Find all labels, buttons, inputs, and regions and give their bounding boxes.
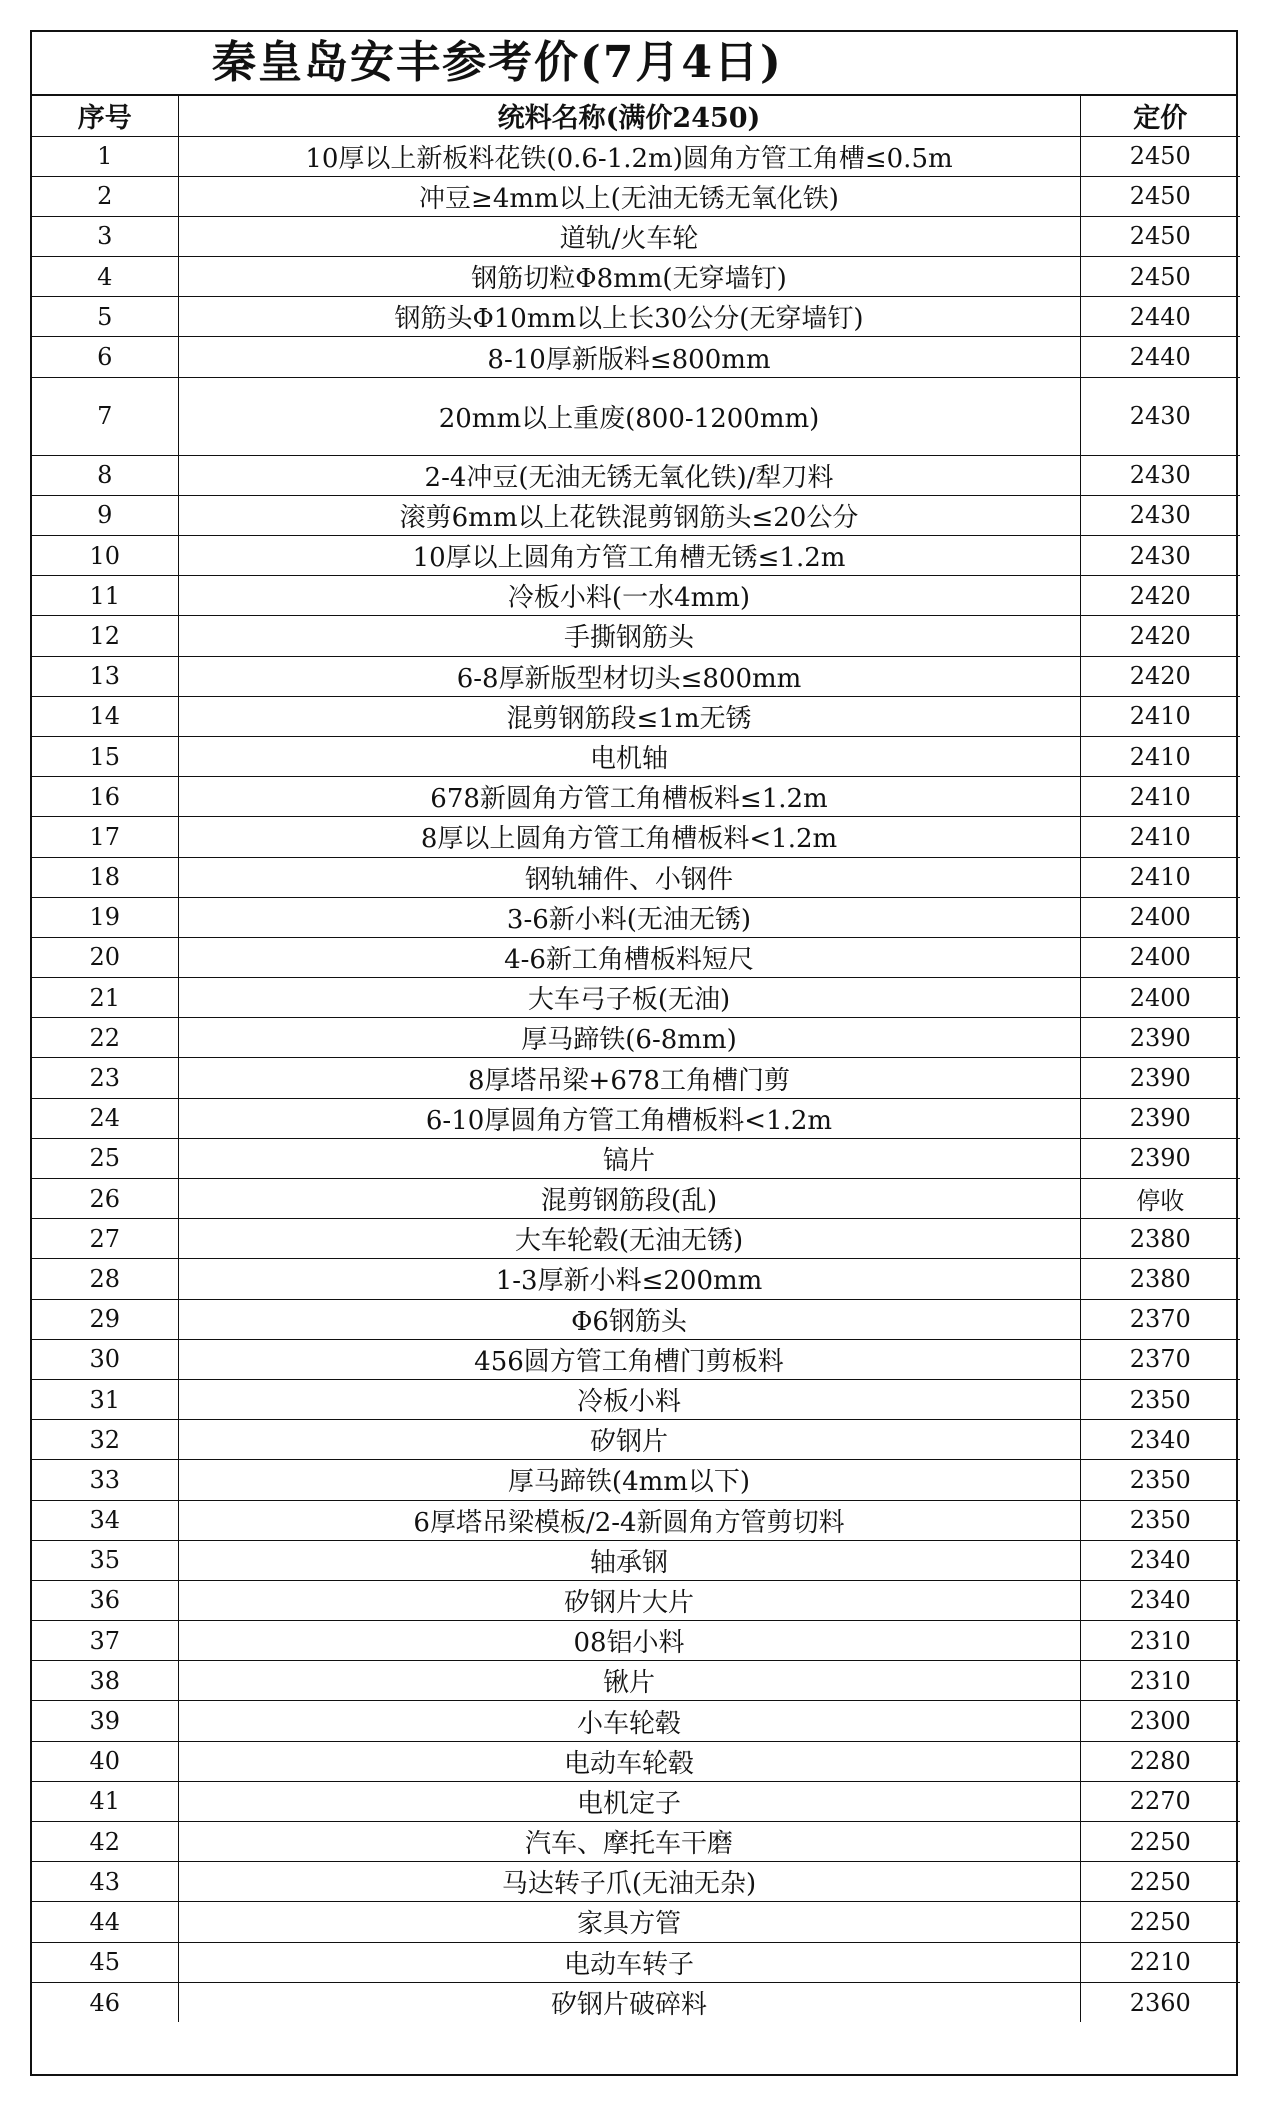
table-row [32,978,1240,1018]
price-value: 2420 [1080,656,1240,696]
table-row [32,176,1240,216]
row-number: 23 [32,1058,178,1098]
price-value: 2350 [1080,1500,1240,1540]
table-row [32,495,1240,535]
price-value: 2400 [1080,978,1240,1018]
table-row [32,1219,1240,1259]
price-value: 2340 [1080,1540,1240,1580]
row-number: 34 [32,1500,178,1540]
price-value: 2410 [1080,777,1240,817]
price-value: 2310 [1080,1621,1240,1661]
table-row [32,1701,1240,1741]
price-value: 2370 [1080,1339,1240,1379]
table-row [32,937,1240,977]
row-number: 45 [32,1942,178,1982]
price-value: 2390 [1080,1098,1240,1138]
material-name: 矽钢片 [178,1420,1080,1460]
table-row [32,1862,1240,1902]
price-value: 2450 [1080,216,1240,256]
table-row [32,1339,1240,1379]
material-name: 10厚以上圆角方管工角槽无锈≤1.2m [178,536,1080,576]
material-name: 钢筋切粒Φ8mm(无穿墙钉) [178,257,1080,297]
material-name: 10厚以上新板料花铁(0.6-1.2m)圆角方管工角槽≤0.5m [178,136,1080,176]
price-value: 2310 [1080,1661,1240,1701]
header-price: 定价 [1080,96,1240,136]
material-name: 钢筋头Φ10mm以上长30公分(无穿墙钉) [178,297,1080,337]
material-name: Φ6钢筋头 [178,1299,1080,1339]
row-number: 21 [32,978,178,1018]
price-value: 2450 [1080,176,1240,216]
price-value: 2440 [1080,337,1240,377]
table-row [32,696,1240,736]
price-value: 2250 [1080,1862,1240,1902]
material-name: 大车轮毂(无油无锈) [178,1219,1080,1259]
row-number: 22 [32,1018,178,1058]
material-name: 手撕钢筋头 [178,616,1080,656]
table-row [32,1138,1240,1178]
header-row [32,96,1240,136]
table-row [32,1741,1240,1781]
row-number: 15 [32,736,178,776]
price-value: 2430 [1080,536,1240,576]
price-value: 2250 [1080,1822,1240,1862]
price-value: 2410 [1080,736,1240,776]
table-row [32,1379,1240,1419]
price-value: 2380 [1080,1219,1240,1259]
row-number: 27 [32,1219,178,1259]
table-row [32,455,1240,495]
price-value: 2380 [1080,1259,1240,1299]
material-name: 厚马蹄铁(4mm以下) [178,1460,1080,1500]
price-table [32,96,1240,2022]
table-row [32,1902,1240,1942]
price-value: 2450 [1080,136,1240,176]
row-number: 6 [32,337,178,377]
price-value: 2450 [1080,257,1240,297]
table-row [32,736,1240,776]
row-number: 32 [32,1420,178,1460]
row-number: 36 [32,1580,178,1620]
row-number: 10 [32,536,178,576]
material-name: 电机轴 [178,736,1080,776]
price-value: 2410 [1080,817,1240,857]
header-name: 统料名称(满价2450) [178,96,1080,136]
row-number: 37 [32,1621,178,1661]
row-number: 46 [32,1982,178,2022]
material-name: 冲豆≥4mm以上(无油无锈无氧化铁) [178,176,1080,216]
table-row [32,817,1240,857]
row-number: 39 [32,1701,178,1741]
row-number: 35 [32,1540,178,1580]
material-name: 456圆方管工角槽门剪板料 [178,1339,1080,1379]
table-body [32,136,1240,2022]
price-value: 2430 [1080,377,1240,455]
row-number: 14 [32,696,178,736]
table-row [32,1420,1240,1460]
table-row [32,1822,1240,1862]
price-value: 2360 [1080,1982,1240,2022]
table-row [32,1098,1240,1138]
price-value: 2410 [1080,696,1240,736]
row-number: 13 [32,656,178,696]
table-row [32,297,1240,337]
price-value: 2390 [1080,1018,1240,1058]
material-name: 钢轨辅件、小钢件 [178,857,1080,897]
material-name: 08铝小料 [178,1621,1080,1661]
material-name: 镐片 [178,1138,1080,1178]
table-row [32,1259,1240,1299]
price-value: 2340 [1080,1580,1240,1620]
row-number: 5 [32,297,178,337]
row-number: 44 [32,1902,178,1942]
price-value: 2410 [1080,857,1240,897]
row-number: 11 [32,576,178,616]
table-row [32,216,1240,256]
price-value: 2270 [1080,1781,1240,1821]
table-row [32,136,1240,176]
price-value: 2430 [1080,455,1240,495]
row-number: 9 [32,495,178,535]
table-row [32,1942,1240,1982]
title-row [32,32,1236,96]
table-row [32,1781,1240,1821]
row-number: 40 [32,1741,178,1781]
row-number: 12 [32,616,178,656]
price-value: 2300 [1080,1701,1240,1741]
table-row [32,377,1240,455]
row-number: 26 [32,1179,178,1219]
row-number: 25 [32,1138,178,1178]
row-number: 8 [32,455,178,495]
material-name: 锹片 [178,1661,1080,1701]
material-name: 6-10厚圆角方管工角槽板料<1.2m [178,1098,1080,1138]
table-row [32,536,1240,576]
price-value: 2370 [1080,1299,1240,1339]
material-name: 冷板小料(一水4mm) [178,576,1080,616]
price-value: 停收 [1080,1179,1240,1219]
material-name: 8厚以上圆角方管工角槽板料<1.2m [178,817,1080,857]
material-name: 混剪钢筋段≤1m无锈 [178,696,1080,736]
row-number: 2 [32,176,178,216]
header-no: 序号 [32,96,178,136]
row-number: 38 [32,1661,178,1701]
material-name: 矽钢片大片 [178,1580,1080,1620]
table-row [32,257,1240,297]
material-name: 家具方管 [178,1902,1080,1942]
page-title: 秦皇岛安丰参考价(7月4日) [212,37,783,88]
table-row [32,1018,1240,1058]
row-number: 1 [32,136,178,176]
row-number: 29 [32,1299,178,1339]
price-value: 2250 [1080,1902,1240,1942]
row-number: 7 [32,377,178,455]
material-name: 1-3厚新小料≤200mm [178,1259,1080,1299]
price-sheet [30,30,1238,2076]
row-number: 31 [32,1379,178,1419]
material-name: 混剪钢筋段(乱) [178,1179,1080,1219]
price-value: 2400 [1080,897,1240,937]
row-number: 3 [32,216,178,256]
material-name: 电动车轮毂 [178,1741,1080,1781]
price-value: 2350 [1080,1379,1240,1419]
table-row [32,1580,1240,1620]
price-value: 2350 [1080,1460,1240,1500]
row-number: 33 [32,1460,178,1500]
table-row [32,616,1240,656]
material-name: 2-4冲豆(无油无锈无氧化铁)/犁刀料 [178,455,1080,495]
material-name: 电机定子 [178,1781,1080,1821]
price-value: 2420 [1080,616,1240,656]
material-name: 678新圆角方管工角槽板料≤1.2m [178,777,1080,817]
material-name: 大车弓子板(无油) [178,978,1080,1018]
table-row [32,1661,1240,1701]
material-name: 小车轮毂 [178,1701,1080,1741]
price-value: 2400 [1080,937,1240,977]
row-number: 20 [32,937,178,977]
table-row [32,1460,1240,1500]
table-row [32,337,1240,377]
row-number: 16 [32,777,178,817]
table-row [32,1540,1240,1580]
material-name: 马达转子爪(无油无杂) [178,1862,1080,1902]
material-name: 滚剪6mm以上花铁混剪钢筋头≤20公分 [178,495,1080,535]
material-name: 汽车、摩托车干磨 [178,1822,1080,1862]
material-name: 冷板小料 [178,1379,1080,1419]
price-value: 2420 [1080,576,1240,616]
price-value: 2390 [1080,1058,1240,1098]
row-number: 18 [32,857,178,897]
material-name: 20mm以上重废(800-1200mm) [178,377,1080,455]
material-name: 道轨/火车轮 [178,216,1080,256]
material-name: 轴承钢 [178,1540,1080,1580]
table-row [32,777,1240,817]
table-row [32,1179,1240,1219]
material-name: 电动车转子 [178,1942,1080,1982]
price-value: 2280 [1080,1741,1240,1781]
row-number: 24 [32,1098,178,1138]
table-row [32,1299,1240,1339]
table-row [32,1621,1240,1661]
price-value: 2390 [1080,1138,1240,1178]
table-row [32,1500,1240,1540]
table-row [32,656,1240,696]
price-value: 2210 [1080,1942,1240,1982]
price-value: 2340 [1080,1420,1240,1460]
row-number: 41 [32,1781,178,1821]
material-name: 3-6新小料(无油无锈) [178,897,1080,937]
price-value: 2440 [1080,297,1240,337]
row-number: 17 [32,817,178,857]
row-number: 4 [32,257,178,297]
table-row [32,576,1240,616]
row-number: 42 [32,1822,178,1862]
row-number: 30 [32,1339,178,1379]
material-name: 矽钢片破碎料 [178,1982,1080,2022]
table-row [32,1058,1240,1098]
row-number: 43 [32,1862,178,1902]
material-name: 厚马蹄铁(6-8mm) [178,1018,1080,1058]
material-name: 4-6新工角槽板料短尺 [178,937,1080,977]
material-name: 8-10厚新版料≤800mm [178,337,1080,377]
table-row [32,857,1240,897]
price-value: 2430 [1080,495,1240,535]
row-number: 19 [32,897,178,937]
material-name: 6-8厚新版型材切头≤800mm [178,656,1080,696]
material-name: 6厚塔吊梁模板/2-4新圆角方管剪切料 [178,1500,1080,1540]
table-row [32,1982,1240,2022]
material-name: 8厚塔吊梁+678工角槽门剪 [178,1058,1080,1098]
row-number: 28 [32,1259,178,1299]
table-row [32,897,1240,937]
